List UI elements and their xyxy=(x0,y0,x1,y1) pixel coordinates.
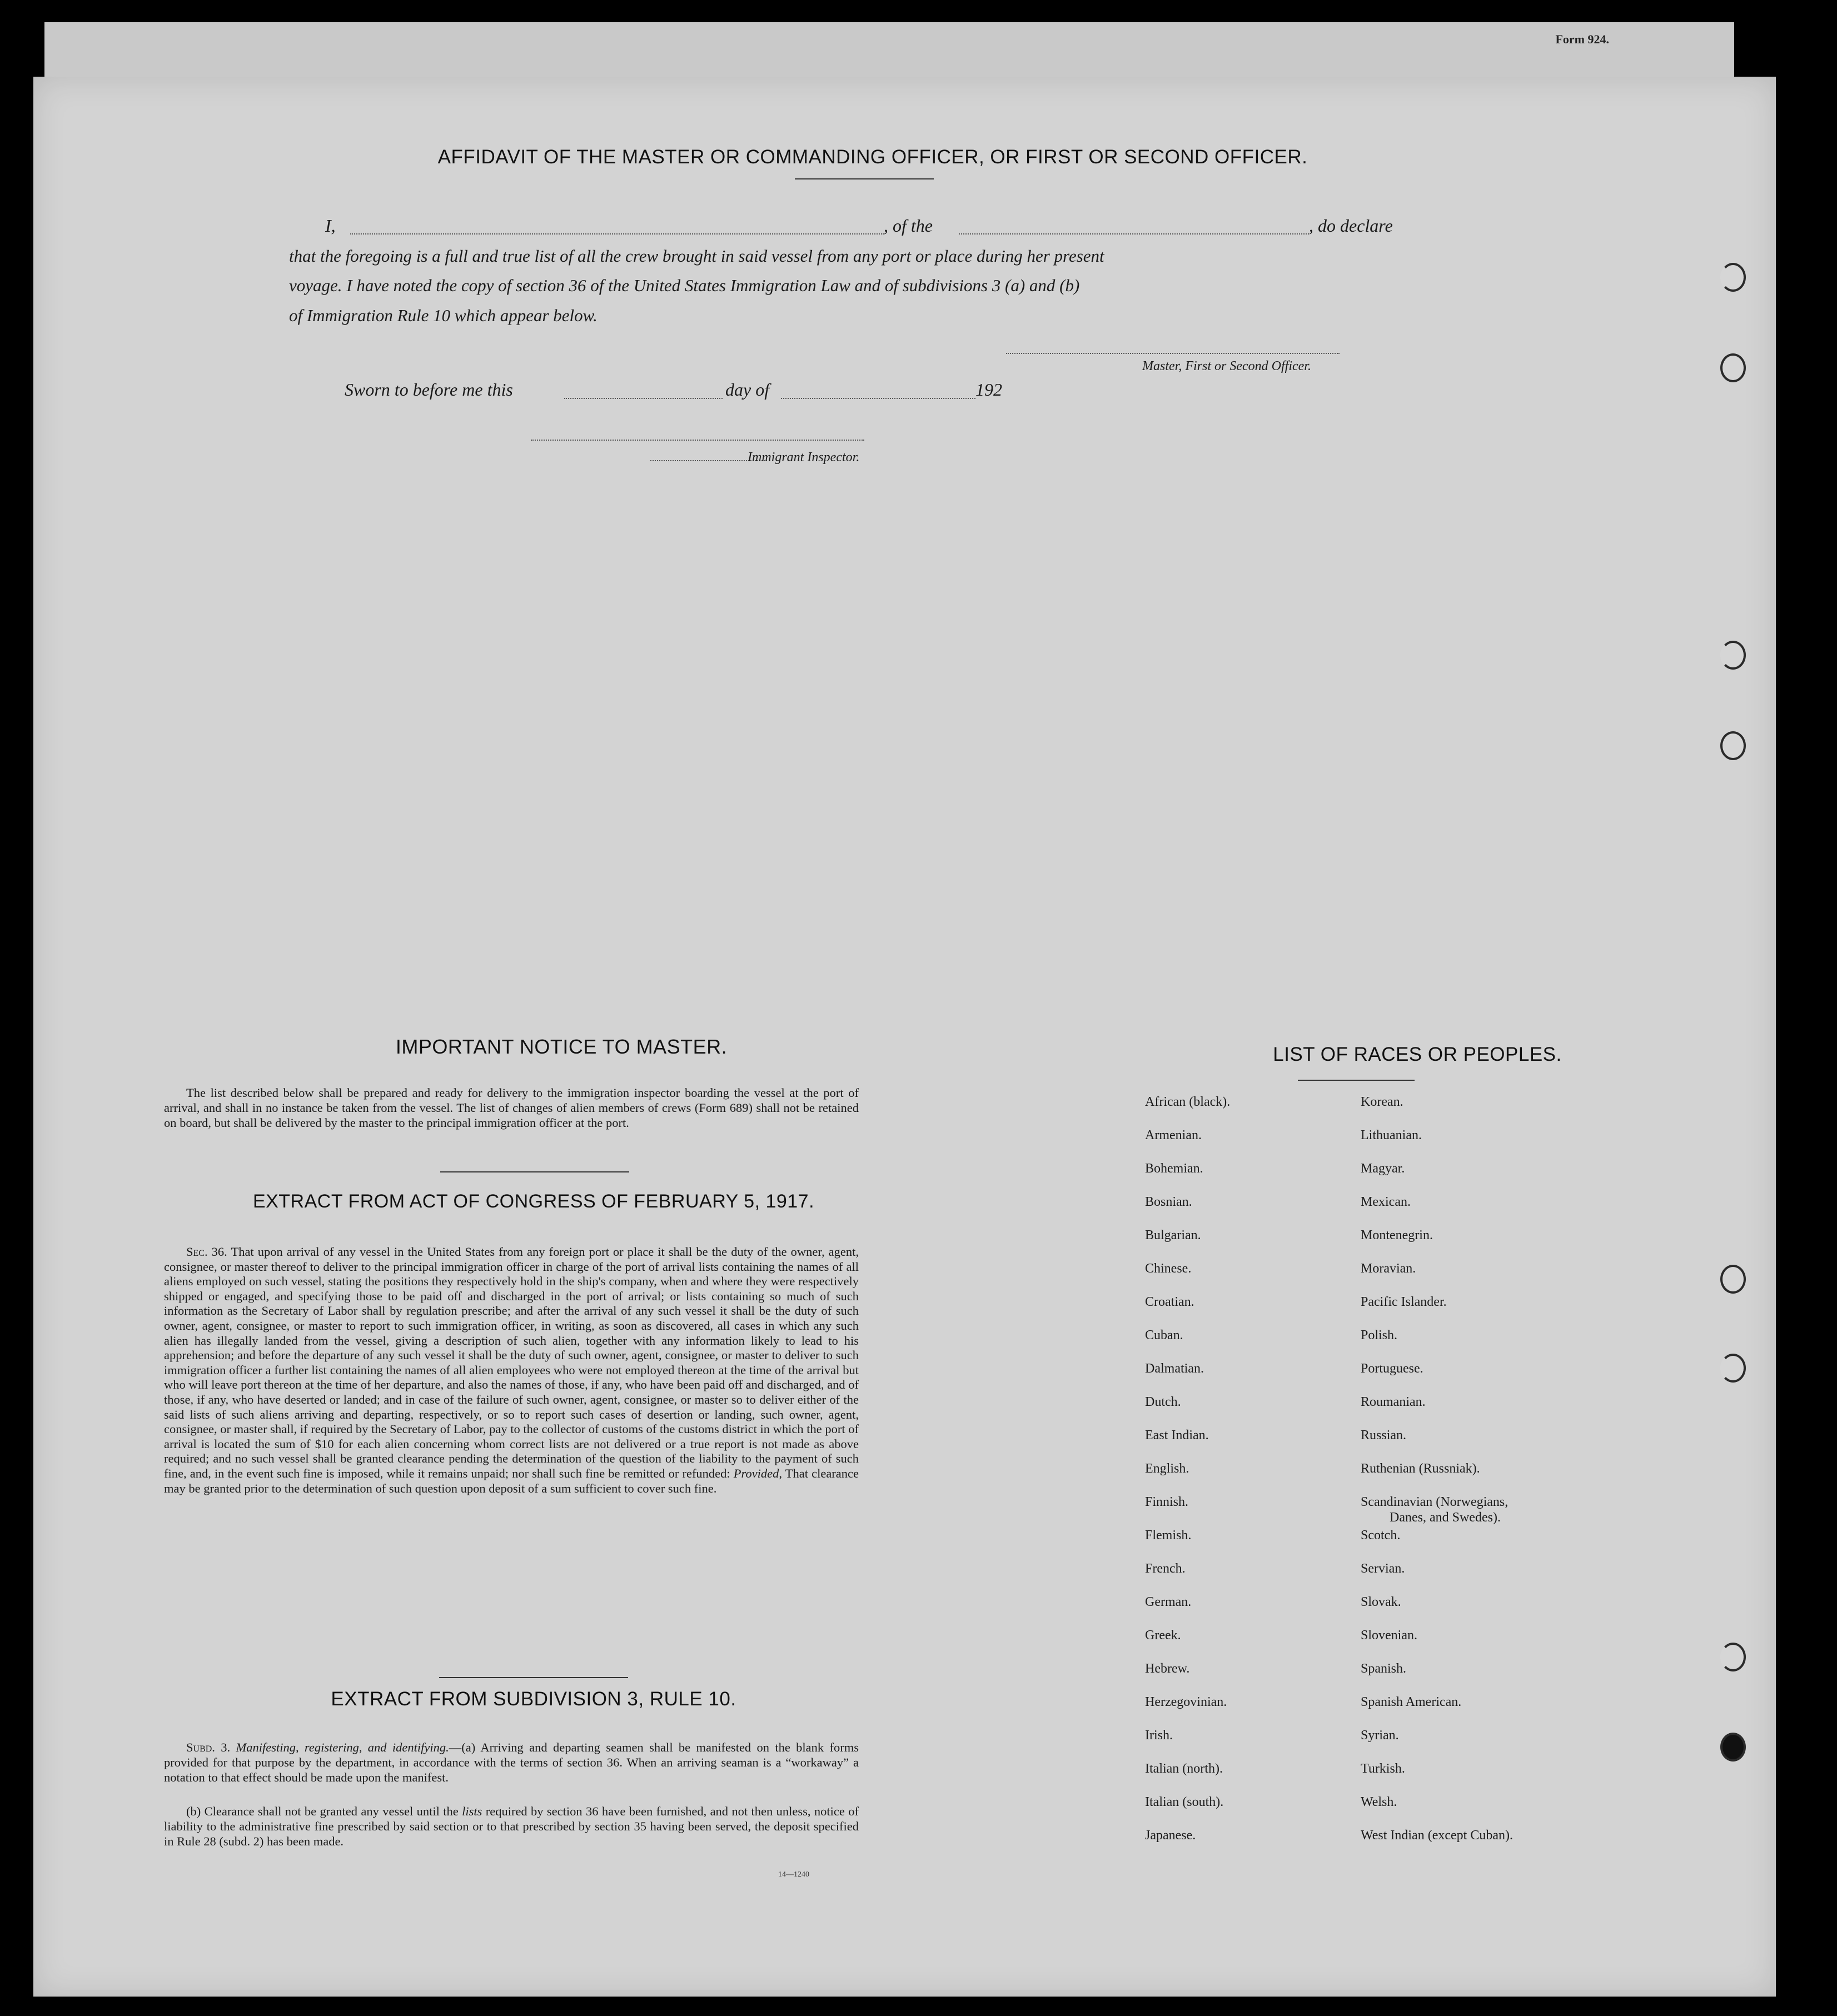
binder-hole-icon xyxy=(1720,263,1746,292)
affidavit-line1-start: I, xyxy=(325,216,336,236)
race-item: Mexican. xyxy=(1361,1195,1411,1209)
race-item: Herzegovinian. xyxy=(1145,1695,1227,1709)
race-item: Scotch. xyxy=(1361,1528,1401,1543)
race-item: Italian (south). xyxy=(1145,1795,1224,1809)
race-item xyxy=(1361,1485,1513,1525)
race-item: Chinese. xyxy=(1145,1261,1192,1276)
races-left-column xyxy=(1145,1085,1230,1852)
section-body-end: That clearance may be granted prior to the determination of such question upon deposit of a sum sufficient to cover such fine. xyxy=(164,1466,859,1495)
master-signature-label: Master, First or Second Officer. xyxy=(1142,359,1311,373)
binder-hole-icon xyxy=(1720,1354,1746,1383)
race-item: French. xyxy=(1145,1561,1186,1576)
race-item: Spanish. xyxy=(1361,1661,1407,1676)
name-blank xyxy=(350,233,884,234)
affidavit-line3: voyage. I have noted the copy of section 36 of the United States Immigration Law and of subdivisions 3 (a) and (b) xyxy=(289,276,1080,295)
subd-para-a: —(a) Arriving and departing seamen shall be manifested on the blank forms provided for that purpose by the department, in accordance with the terms of section 36. When an arriving seaman is a “workaway” a notation to that effect should be made upon the manifest. xyxy=(164,1740,859,1784)
race-item: Ruthenian (Russniak). xyxy=(1361,1461,1480,1476)
race-item: Hebrew. xyxy=(1145,1661,1190,1676)
races-title-rule xyxy=(1298,1080,1415,1081)
print-code: 14—1240 xyxy=(778,1870,809,1879)
extract-act-rule xyxy=(439,1677,628,1678)
inspector-signature-line-1 xyxy=(531,440,864,441)
extract-rule-para-a xyxy=(164,1740,859,1785)
extract-rule-title: EXTRACT FROM SUBDIVISION 3, RULE 10. xyxy=(331,1688,736,1710)
race-item: Pacific Islander. xyxy=(1361,1295,1447,1309)
race-item: Roumanian. xyxy=(1361,1395,1426,1409)
race-item: Portuguese. xyxy=(1361,1361,1423,1376)
affidavit-title: AFFIDAVIT OF THE MASTER OR COMMANDING OFFICER, OR FIRST OR SECOND OFFICER. xyxy=(437,146,1308,168)
notice-text: The list described below shall be prepared and ready for delivery to the immigration inspector boarding the vessel at the port of arrival, and shall in no instance be taken from the vessel. The list of changes of alien members of crews (Form 689) shall not be retained on board, but shall be delivered by the master to the principal immigration officer at the port. xyxy=(164,1086,859,1130)
race-item: Spanish American. xyxy=(1361,1695,1462,1709)
affidavit-line1-mid: , of the xyxy=(884,216,933,236)
subd-heading: Manifesting, registering, and identifying. xyxy=(236,1740,449,1754)
race-item: Russian. xyxy=(1361,1428,1407,1443)
binder-hole-icon xyxy=(1720,1733,1746,1761)
race-item: Croatian. xyxy=(1145,1295,1194,1309)
races-title: LIST OF RACES OR PEOPLES. xyxy=(1273,1044,1562,1065)
affidavit-title-rule xyxy=(795,178,934,179)
race-item: Slovenian. xyxy=(1361,1628,1417,1643)
subd-para-b-lists: lists xyxy=(462,1804,482,1818)
document-page xyxy=(33,77,1776,1997)
binder-hole-icon xyxy=(1720,641,1746,670)
binder-hole-icon xyxy=(1720,1265,1746,1294)
sworn-text: Sworn to before me this xyxy=(345,380,513,400)
race-item: Montenegrin. xyxy=(1361,1228,1433,1242)
race-item: Bulgarian. xyxy=(1145,1228,1201,1242)
race-item: Polish. xyxy=(1361,1328,1398,1343)
binder-hole-icon xyxy=(1720,1643,1746,1671)
extract-act-title: EXTRACT FROM ACT OF CONGRESS OF FEBRUARY 5, 1917. xyxy=(252,1191,815,1212)
binder-hole-icon xyxy=(1720,731,1746,760)
race-item: Turkish. xyxy=(1361,1761,1405,1776)
race-item: Syrian. xyxy=(1361,1728,1399,1743)
race-item: Dutch. xyxy=(1145,1395,1181,1409)
race-item: Korean. xyxy=(1361,1095,1403,1109)
section-label: Sec. 36. xyxy=(186,1245,227,1259)
race-item: Welsh. xyxy=(1361,1795,1397,1809)
race-item: Finnish. xyxy=(1145,1495,1189,1509)
inspector-label: Immigrant Inspector. xyxy=(748,450,860,465)
race-item: Armenian. xyxy=(1145,1128,1202,1142)
subd-para-b-end: required by section 36 have been furnished, and not then unless, notice of liability to the administrative fine prescribed by said section or to that prescribed by section 35 having been served, the deposit specified in Rule 28 (subd. 2) has been made. xyxy=(164,1804,859,1848)
master-signature-line xyxy=(1006,353,1340,354)
race-item: Servian. xyxy=(1361,1561,1405,1576)
form-number: Form 924. xyxy=(1555,32,1609,46)
race-item: African (black). xyxy=(1145,1095,1231,1109)
race-item: Italian (north). xyxy=(1145,1761,1223,1776)
race-item: Slovak. xyxy=(1361,1595,1401,1609)
section-body: That upon arrival of any vessel in the United States from any foreign port or place it shall be the duty of the owner, agent, consignee, or master thereof to deliver to the principal immigration officer in charge of the port of arrival lists containing the names of all aliens employed on such vessel, stating the positions they respectively hold in the ship's company, when and where they were respectively shipped or engaged, and specifying those to be paid off and discharged in the port of arrival; or lists containing so much of such information as the Secretary of Labor shall by regulation prescribe; and after the arrival of any such vessel it shall be the duty of such owner, agent, consignee, or master to report to such immigration officer, in writing, as soon as discovered, all cases in which any such alien has illegally landed from the vessel, giving a description of such alien, together with any information likely to lead to his apprehension; and before the departure of any such vessel it shall be the duty of such owner, agent, consignee, or master to deliver to such immigration officer a further list containing the names of all alien employees who were not employed thereon at the time of the arrival but who will leave port thereon at the time of her departure, and also the names of those, if any, who have been paid off and discharged, and of those, if any, who have deserted or landed; and in case of the failure of such owner, agent, consignee, or master so to deliver either of the said lists of such aliens arriving and departing, respectively, or so to report such cases of desertion or landing, such owner, agent, consignee, or master shall, if required by the Secretary of Labor, pay to the collector of customs of the customs district in which the port of arrival is located the sum of $10 for each alien concerning whom correct lists are not delivered or a true report is not made as above required; and no such vessel shall be granted clearance pending the determination of the question of the liability to the payment of such fine, and, in the event such fine is imposed, while it remains unpaid; nor shall such fine be remitted or refunded: xyxy=(164,1245,859,1480)
sworn-day-blank xyxy=(564,398,723,399)
race-item: West Indian (except Cuban). xyxy=(1361,1828,1513,1843)
race-item: Irish. xyxy=(1145,1728,1173,1743)
sworn-day-label: day of xyxy=(725,380,770,400)
race-item: English. xyxy=(1145,1461,1189,1476)
sworn-month-blank xyxy=(781,398,975,399)
sworn-year: 192 xyxy=(975,380,1002,400)
extract-rule-para-b xyxy=(164,1804,859,1849)
affidavit-line2: that the foregoing is a full and true list of all the crew brought in said vessel from any port or place during her present xyxy=(289,246,1104,266)
race-item: East Indian. xyxy=(1145,1428,1209,1443)
race-item: German. xyxy=(1145,1595,1192,1609)
notice-rule xyxy=(440,1171,629,1172)
race-item: Flemish. xyxy=(1145,1528,1192,1543)
race-item-line: Scandinavian (Norwegians, xyxy=(1361,1495,1509,1509)
race-item-continuation: Danes, and Swedes). xyxy=(1390,1510,1501,1525)
notice-title: IMPORTANT NOTICE TO MASTER. xyxy=(395,1035,728,1058)
race-item: Cuban. xyxy=(1145,1328,1183,1343)
extract-act-text xyxy=(164,1245,859,1496)
race-item: Japanese. xyxy=(1145,1828,1196,1843)
race-item: Greek. xyxy=(1145,1628,1181,1643)
binder-hole-icon xyxy=(1720,353,1746,382)
race-item: Bosnian. xyxy=(1145,1195,1192,1209)
subd-para-b-start: (b) Clearance shall not be granted any vessel until the xyxy=(186,1804,459,1818)
race-item: Magyar. xyxy=(1361,1161,1405,1176)
race-item: Dalmatian. xyxy=(1145,1361,1204,1376)
affidavit-line4: of Immigration Rule 10 which appear below. xyxy=(289,306,598,325)
affidavit-line1-end: , do declare xyxy=(1309,216,1393,236)
race-item: Lithuanian. xyxy=(1361,1128,1422,1142)
race-item: Bohemian. xyxy=(1145,1161,1203,1176)
provided-clause: Provided, xyxy=(733,1466,783,1480)
race-item: Moravian. xyxy=(1361,1261,1416,1276)
races-right-column xyxy=(1361,1085,1513,1852)
vessel-blank xyxy=(959,233,1309,234)
subd-label: Subd. 3. xyxy=(186,1740,231,1754)
